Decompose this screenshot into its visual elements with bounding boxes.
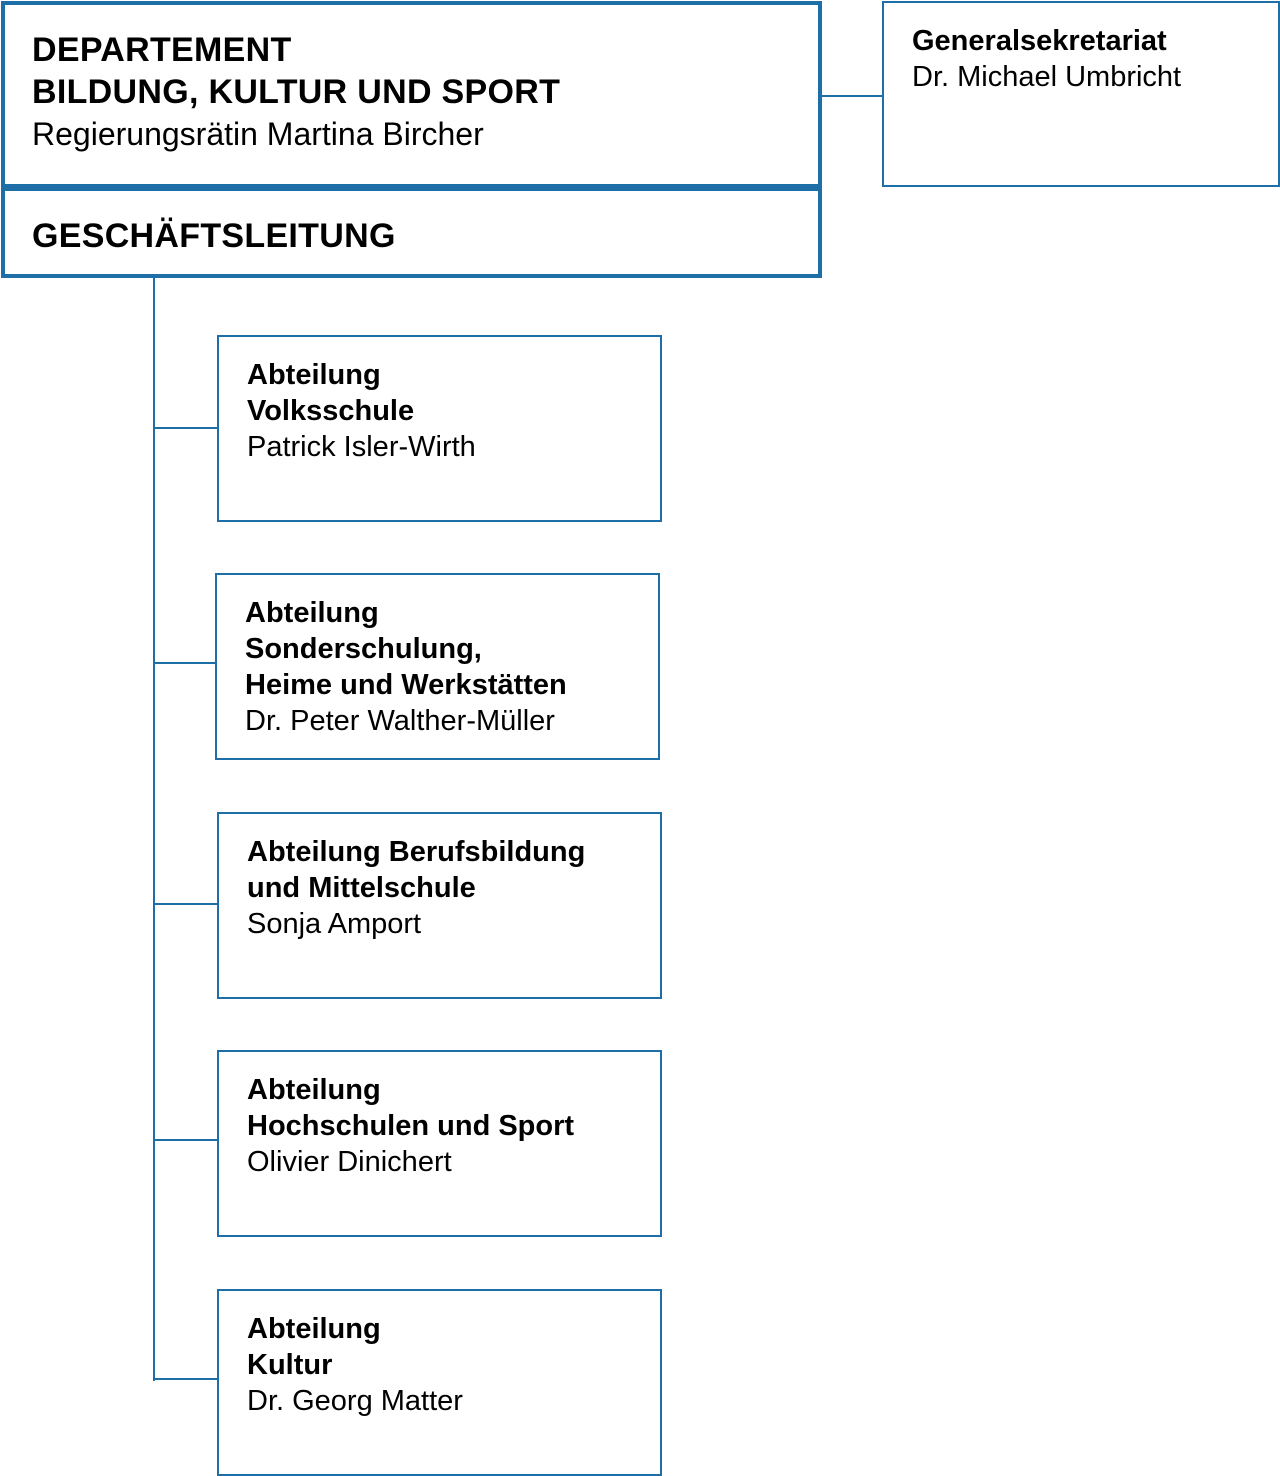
division-title-line: Abteilung Berufsbildung: [247, 836, 586, 868]
division-head: Olivier Dinichert: [247, 1146, 452, 1178]
department-box: [1, 1, 822, 188]
connector-vertical-trunk: [153, 274, 155, 1381]
department-head: Regierungsrätin Martina Bircher: [32, 116, 484, 152]
management-title: GESCHÄFTSLEITUNG: [32, 217, 396, 255]
secretariat-head: Dr. Michael Umbricht: [912, 61, 1182, 93]
connector-dept-to-secretariat: [822, 95, 882, 97]
division-title-line: Abteilung: [247, 1313, 381, 1345]
division-box-berufsbildung: [217, 812, 662, 999]
division-title-line: und Mittelschule: [247, 872, 476, 904]
division-head: Patrick Isler-Wirth: [247, 431, 476, 463]
division-box-sonderschulung: [215, 573, 660, 760]
division-box-kultur: [217, 1289, 662, 1476]
division-head: Dr. Georg Matter: [247, 1385, 463, 1417]
division-title-line: Volksschule: [247, 395, 415, 427]
division-box-volksschule: [217, 335, 662, 522]
division-title-line: Abteilung: [245, 597, 379, 629]
connector-branch-sonderschulung: [153, 662, 216, 664]
secretariat-box: [882, 1, 1280, 187]
department-title-line2: BILDUNG, KULTUR UND SPORT: [32, 73, 561, 111]
division-box-hochschulen: [217, 1050, 662, 1237]
connector-branch-kultur: [153, 1378, 218, 1380]
division-title-line: Kultur: [247, 1349, 333, 1381]
connector-branch-volksschule: [153, 427, 218, 429]
division-title-line: Abteilung: [247, 1074, 381, 1106]
division-title-line: Abteilung: [247, 359, 381, 391]
division-head: Sonja Amport: [247, 908, 422, 940]
management-box: [1, 188, 822, 278]
secretariat-title: Generalsekretariat: [912, 25, 1167, 57]
department-title-line1: DEPARTEMENT: [32, 31, 292, 69]
connector-branch-hochschulen: [153, 1139, 218, 1141]
division-title-line: Heime und Werkstätten: [245, 669, 567, 701]
division-title-line: Sonderschulung,: [245, 633, 482, 665]
division-head: Dr. Peter Walther-Müller: [245, 705, 555, 737]
division-title-line: Hochschulen und Sport: [247, 1110, 575, 1142]
connector-branch-berufsbildung: [153, 903, 218, 905]
